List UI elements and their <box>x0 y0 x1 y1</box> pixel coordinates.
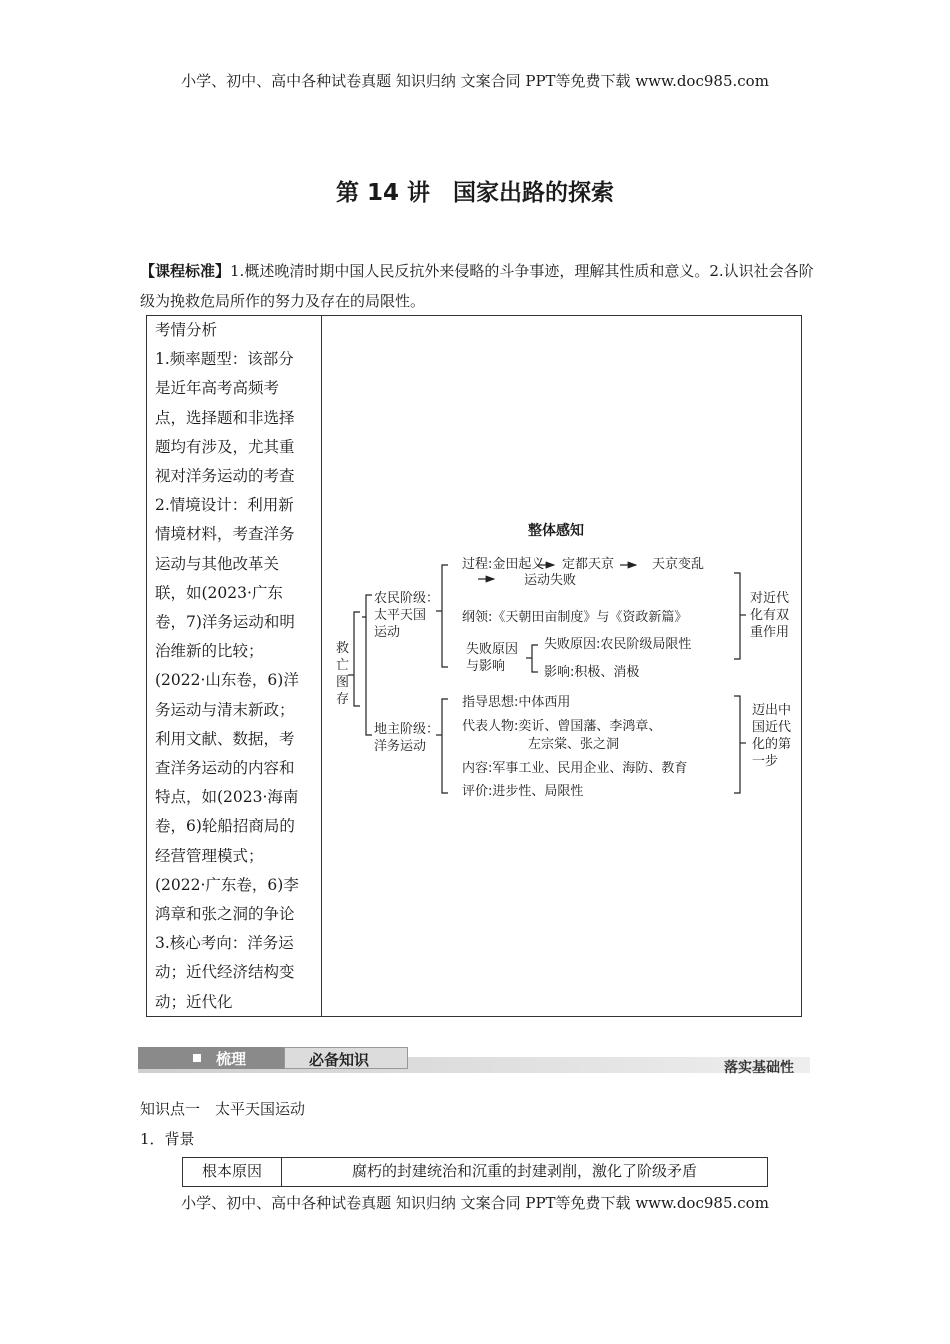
conclusion-line: 迈出中 <box>752 703 792 718</box>
conclusion-line: 重作用 <box>750 625 790 640</box>
analysis-column <box>155 316 315 1017</box>
fail-line: 与影响 <box>466 659 506 674</box>
analysis-line: 务运动与清末新政； <box>155 700 295 719</box>
banner-right-label: 落实基础性 <box>724 1060 794 1076</box>
analysis-line: 鸿章和张之洞的争论 <box>155 905 295 924</box>
standard-label: 【课程标准】 <box>140 262 231 280</box>
section-banner <box>138 1047 810 1075</box>
fail-line: 失败原因 <box>466 642 519 657</box>
conclusion-line: 化有双 <box>750 608 790 623</box>
analysis-line: 2.情境设计：利用新 <box>155 496 294 515</box>
analysis-line: 经营管理模式； <box>155 846 264 865</box>
page-header: 小学、初中、高中各种试卷真题 知识归纳 文案合同 PPT等免费下载 www.doc985.com <box>181 72 769 90</box>
background-table <box>182 1157 768 1187</box>
conclusion-line: 国近代 <box>752 720 792 735</box>
banner-middle-block <box>284 1047 408 1069</box>
knowledge-point: 知识点一 太平天国运动 <box>140 1100 306 1118</box>
conclusion-line: 一步 <box>752 754 779 769</box>
analysis-line: 1.频率题型：该部分 <box>155 350 294 369</box>
peasant-line: 农民阶级： <box>374 591 440 606</box>
conclusion-line: 对近代 <box>750 591 790 606</box>
landlord-node <box>374 721 439 755</box>
analysis-line: 情境材料，考查洋务 <box>155 525 295 544</box>
conclusion-line: 化的第 <box>752 737 792 752</box>
landlord-conclusion <box>752 702 791 770</box>
square-icon <box>193 1054 201 1062</box>
analysis-line: 视对洋务运动的考查 <box>155 467 295 486</box>
peasant-line: 运动 <box>374 625 401 640</box>
section-heading: 1．背景 <box>140 1130 195 1148</box>
analysis-line: 3.核心考向：洋务运 <box>155 934 294 953</box>
process-4: 运动失败 <box>524 573 577 588</box>
analysis-line: 治维新的比较； <box>155 642 264 661</box>
analysis-line: 特点，如(2023·海南 <box>155 788 299 807</box>
root-char: 存 <box>336 692 350 707</box>
analysis-line: 卷，7)洋务运动和明 <box>155 613 295 632</box>
root-char: 亡 <box>336 658 350 673</box>
fail-influence: 影响:积极、消极 <box>544 665 640 680</box>
landlord-people-2: 左宗棠、张之洞 <box>528 737 620 752</box>
root-char: 图 <box>336 675 350 690</box>
process-1: 过程:金田起义 <box>462 557 545 572</box>
process-3: 天京变乱 <box>652 557 705 572</box>
landlord-line: 地主阶级： <box>374 722 440 737</box>
analysis-line: 动；近代经济结构变 <box>155 963 295 982</box>
analysis-line: 联，如(2023·广东 <box>155 583 283 602</box>
analysis-heading: 考情分析 <box>155 321 218 339</box>
diagram-title: 整体感知 <box>528 523 584 539</box>
peasant-line: 太平天国 <box>374 608 427 623</box>
background-value: 腐朽的封建统治和沉重的封建剥削，激化了阶级矛盾 <box>351 1162 697 1180</box>
program: 纲领:《天朝田亩制度》与《资政新篇》 <box>462 610 688 625</box>
background-label: 根本原因 <box>183 1158 282 1186</box>
landlord-eval: 评价:进步性、局限性 <box>462 784 584 799</box>
analysis-line: 卷，6)轮船招商局的 <box>155 817 295 836</box>
process-2: 定都天京 <box>562 557 615 572</box>
root-char: 救 <box>336 641 350 656</box>
analysis-line: 是近年高考高频考 <box>155 379 280 398</box>
peasant-node <box>374 590 439 641</box>
banner-left-label: 梳理 <box>216 1050 247 1068</box>
standard-text: 1.概述晚清时期中国人民反抗外来侵略的斗争事迹，理解其性质和意义。2.认识社会各阶级为挽救危局所作的努力及存在的局限性。 <box>140 262 814 310</box>
analysis-line: 题均有涉及，尤其重 <box>155 437 295 456</box>
landlord-idea: 指导思想:中体西用 <box>462 695 571 710</box>
analysis-line: (2022·广东卷，6)李 <box>155 875 299 894</box>
analysis-line: 点，选择题和非选择 <box>155 408 295 427</box>
analysis-line: (2022·山东卷，6)洋 <box>155 671 299 690</box>
page-title: 第 14 讲 国家出路的探索 <box>335 180 615 206</box>
fail-node <box>466 641 518 675</box>
fail-reason: 失败原因:农民阶级局限性 <box>544 637 692 652</box>
course-standard <box>140 256 816 316</box>
landlord-people-1: 代表人物:奕䜣、曾国藩、李鸿章、 <box>462 719 662 734</box>
analysis-line: 动；近代化 <box>155 992 233 1011</box>
peasant-conclusion <box>750 590 789 641</box>
landlord-line: 洋务运动 <box>374 739 427 754</box>
landlord-content: 内容:军事工业、民用企业、海防、教育 <box>462 761 688 776</box>
page-footer: 小学、初中、高中各种试卷真题 知识归纳 文案合同 PPT等免费下载 www.doc985.com <box>181 1194 769 1212</box>
analysis-line: 查洋务运动的内容和 <box>155 759 295 778</box>
banner-left-block <box>138 1047 284 1069</box>
analysis-line: 利用文献、数据，考 <box>155 729 295 748</box>
banner-middle-label: 必备知识 <box>309 1051 370 1069</box>
root-node <box>336 640 349 708</box>
analysis-line: 运动与其他改革关 <box>155 554 280 573</box>
